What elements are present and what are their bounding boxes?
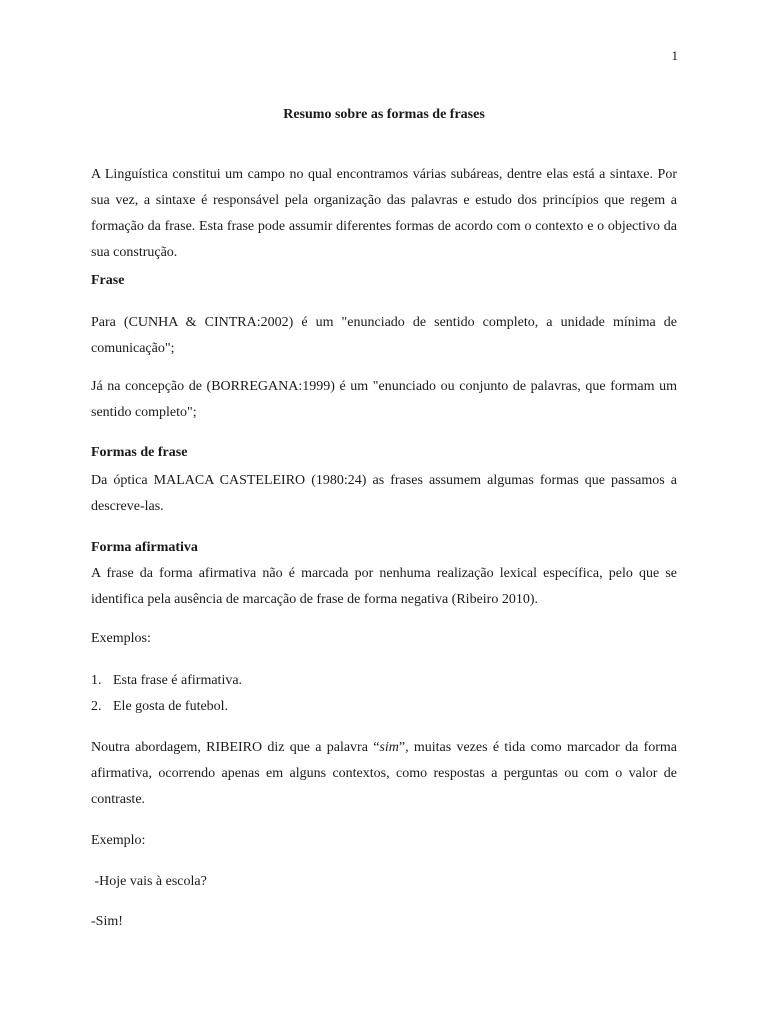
definition-cunha-cintra: Para (CUNHA & CINTRA:2002) é um "enunciado de sentido completo, a unidade mínima de comunicação"; [91, 315, 677, 356]
document-title: Resumo sobre as formas de frases [283, 107, 485, 122]
definition-borregana: Já na concepção de (BORREGANA:1999) é um "enunciado ou conjunto de palavras, que formam um sentido completo"; [91, 379, 677, 420]
formas-paragraph: Da óptica MALACA CASTELEIRO (1980:24) as frases assumem algumas formas que passamos a descreve-las. [91, 473, 677, 514]
examples-label: Exemplos: [91, 631, 151, 646]
dialogue-question: -Hoje vais à escola? [91, 874, 207, 889]
afirmativa-paragraph: A frase da forma afirmativa não é marcada por nenhuma realização lexical específica, pelo que se identifica pela ausência de marcação de frase de forma negativa (Ribeiro 2010). [91, 566, 677, 607]
ribeiro-paragraph [91, 735, 677, 813]
list-item-number: 1. [91, 673, 102, 688]
heading-forma-afirmativa: Forma afirmativa [91, 540, 198, 555]
list-item-number: 2. [91, 699, 102, 714]
list-item-text: Ele gosta de futebol. [113, 699, 229, 714]
example-label: Exemplo: [91, 833, 146, 848]
ribeiro-text-after: ”, muitas vezes é tida como marcador da forma afirmativa, ocorrendo apenas em alguns contextos, como respostas a perguntas ou com o valor de contraste. [91, 740, 677, 807]
list-item [91, 668, 242, 694]
heading-frase: Frase [91, 273, 125, 288]
page-number: 1 [671, 48, 678, 63]
list-item-text: Esta frase é afirmativa. [113, 673, 243, 688]
dialogue-answer: -Sim! [91, 914, 123, 929]
list-item [91, 694, 228, 720]
ribeiro-text-before: Noutra abordagem, RIBEIRO diz que a palavra “ [91, 740, 380, 755]
intro-paragraph: A Linguística constitui um campo no qual encontramos várias subáreas, dentre elas está a sintaxe. Por sua vez, a sintaxe é responsável pela organização das palavras e estudo dos princípios que regem a formação da frase. Esta frase pode assumir diferentes formas de acordo com o contexto e o objectivo da sua construção. [91, 167, 677, 260]
heading-formas-de-frase: Formas de frase [91, 445, 188, 460]
ribeiro-word-sim: sim [379, 740, 399, 755]
